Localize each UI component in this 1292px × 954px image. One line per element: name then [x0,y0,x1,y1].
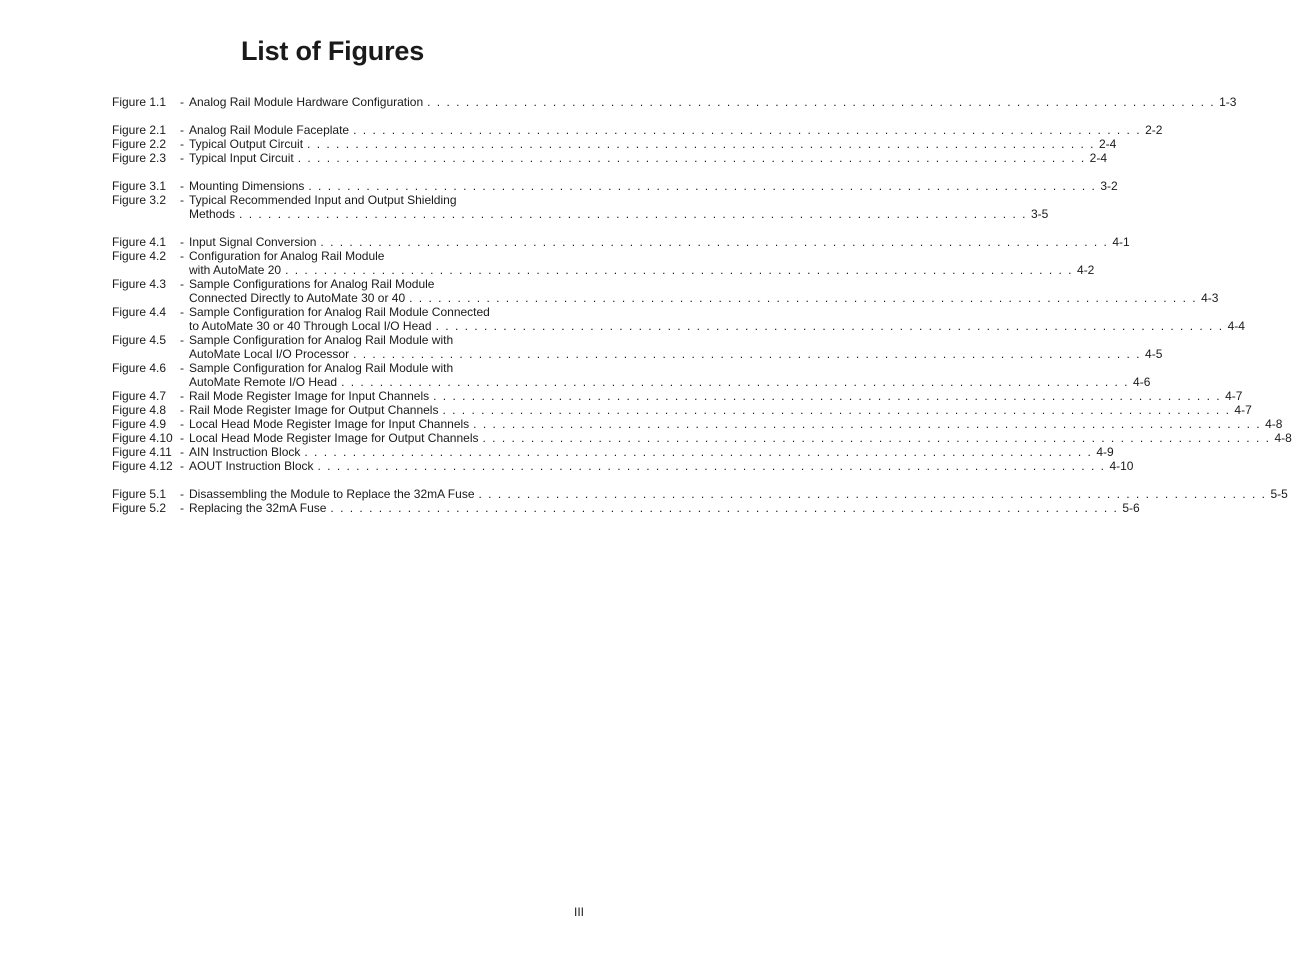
figure-entry-line [112,445,1114,459]
dot-leader: . . . . . . . . . . . . . . . . . . . . . . . . . . . . . . . . . . . . . . . . . . . . . . . . . . . . . . . . . . . . . . . . . . . . . . . . . . . . . . . . . . [330,501,1119,515]
dot-leader: . . . . . . . . . . . . . . . . . . . . . . . . . . . . . . . . . . . . . . . . . . . . . . . . . . . . . . . . . . . . . . . . . . . . . . . . . . . . . . . . . . [409,291,1198,305]
figure-title: Typical Recommended Input and Output Shielding [189,193,457,207]
figure-dash: - [180,235,184,249]
figure-label: Figure 3.1 [112,179,167,193]
figure-page: 2-2 [1145,123,1163,137]
figure-leader [189,459,1134,473]
figure-page: 4-7 [1234,403,1252,417]
figure-group [112,179,1118,221]
figure-label: Figure 4.5 [112,333,167,347]
figure-page: 3-2 [1100,179,1118,193]
figure-dash: - [180,333,184,347]
figure-dash: - [180,361,184,375]
figure-label: Figure 4.12 [112,459,173,473]
figure-dash: - [180,487,184,501]
figure-label: Figure 5.1 [112,487,167,501]
dot-leader: . . . . . . . . . . . . . . . . . . . . . . . . . . . . . . . . . . . . . . . . . . . . . . . . . . . . . . . . . . . . . . . . . . . . . . . . . . . . . . . . . . [307,137,1095,151]
figure-page: 4-9 [1096,445,1114,459]
figure-entry-line [112,333,552,347]
figure-leader [189,431,1292,445]
figure-entry-line [112,361,552,375]
figure-entry-line [112,459,1134,473]
figure-dash: - [180,459,184,473]
figure-leader [189,347,1163,361]
figure-title: Methods [189,207,236,221]
figure-page: 3-5 [1030,207,1049,221]
figure-leader [189,389,1243,403]
figure-page: 4-8 [1265,417,1283,431]
figure-entry-line [112,151,1108,165]
figure-entry-line [112,249,552,263]
figure-label: Figure 4.10 [112,431,173,445]
figure-title: Sample Configuration for Analog Rail Module with [189,333,454,347]
dot-leader: . . . . . . . . . . . . . . . . . . . . . . . . . . . . . . . . . . . . . . . . . . . . . . . . . . . . . . . . . . . . . . . . . . . . . . . . . . . . . . . . . . [239,207,1027,221]
figure-leader [189,207,1049,221]
figure-entry-line [112,347,1163,361]
figure-label: Figure 4.3 [112,277,167,291]
dot-leader: . . . . . . . . . . . . . . . . . . . . . . . . . . . . . . . . . . . . . . . . . . . . . . . . . . . . . . . . . . . . . . . . . . . . . . . . . . . . . . . . . . [433,389,1222,403]
figure-title: to AutoMate 30 or 40 Through Local I/O Head [189,319,432,333]
figure-page: 4-2 [1077,263,1095,277]
figure-title: with AutoMate 20 [189,263,282,277]
dot-leader: . . . . . . . . . . . . . . . . . . . . . . . . . . . . . . . . . . . . . . . . . . . . . . . . . . . . . . . . . . . . . . . . . . . . . . . . . . . . . . . . . . [442,403,1231,417]
figure-title: Replacing the 32mA Fuse [189,501,327,515]
figure-entry-line [112,375,1151,389]
figure-label: Figure 2.2 [112,137,167,151]
figure-title: Configuration for Analog Rail Module [189,249,385,263]
figure-dash: - [180,417,184,431]
figure-page: 4-8 [1274,431,1292,445]
figure-leader [189,95,1237,109]
figure-entry-line [112,305,552,319]
dot-leader: . . . . . . . . . . . . . . . . . . . . . . . . . . . . . . . . . . . . . . . . . . . . . . . . . . . . . . . . . . . . . . . . . . . . . . . . . . . . . . . . . . [320,235,1109,249]
figure-entry-line [112,263,1095,277]
figure-entry-line [112,417,1283,431]
figure-dash: - [180,151,184,165]
figure-group [112,95,1237,109]
figure-entry-line [112,403,1252,417]
figure-dash: - [180,123,184,137]
figure-leader [189,319,1245,333]
figure-label: Figure 2.1 [112,123,167,137]
figure-title: Typical Output Circuit [189,137,304,151]
figure-label: Figure 2.3 [112,151,167,165]
dot-leader: . . . . . . . . . . . . . . . . . . . . . . . . . . . . . . . . . . . . . . . . . . . . . . . . . . . . . . . . . . . . . . . . . . . . . . . . . . . . . . . . . . [308,179,1097,193]
figure-leader [189,375,1151,389]
figure-title: Analog Rail Module Faceplate [189,123,350,137]
figure-title: Sample Configuration for Analog Rail Module with [189,361,454,375]
figure-title: Rail Mode Register Image for Output Channels [189,403,439,417]
figure-entry-line [112,389,1243,403]
figure-title: AIN Instruction Block [189,445,301,459]
figure-leader [189,403,1252,417]
figure-title: Input Signal Conversion [189,235,317,249]
figure-entry-line [112,487,1288,501]
figure-entry-line [112,291,1219,305]
figure-entry-line [112,501,1140,515]
figure-dash: - [180,249,184,263]
figure-page: 5-6 [1122,501,1140,515]
figure-entry-line [112,95,1237,109]
figure-group [112,235,1292,473]
figure-entry-line [112,277,552,291]
figure-dash: - [180,445,184,459]
figure-entry-line [112,207,1049,221]
page-number: III [574,905,585,919]
figure-dash: - [180,501,184,515]
figure-title: Typical Input Circuit [189,151,294,165]
figure-dash: - [180,389,184,403]
figure-leader [189,179,1118,193]
figure-dash: - [180,137,184,151]
figure-label: Figure 5.2 [112,501,167,515]
dot-leader: . . . . . . . . . . . . . . . . . . . . . . . . . . . . . . . . . . . . . . . . . . . . . . . . . . . . . . . . . . . . . . . . . . . . . . . . . . . . . . . . . . [297,151,1086,165]
dot-leader: . . . . . . . . . . . . . . . . . . . . . . . . . . . . . . . . . . . . . . . . . . . . . . . . . . . . . . . . . . . . . . . . . . . . . . . . . . . . . . . . . . [482,431,1271,445]
figure-leader [189,501,1140,515]
figure-page: 4-6 [1133,375,1151,389]
figure-page: 4-5 [1145,347,1163,361]
figure-group [112,123,1163,165]
figure-page: 4-7 [1225,389,1243,403]
figure-leader [189,235,1130,249]
figure-entry-line [112,319,1245,333]
figure-entry-line [112,123,1163,137]
figure-title: AOUT Instruction Block [189,459,314,473]
figure-group [112,487,1288,515]
figure-leader [189,417,1283,431]
figure-label: Figure 4.8 [112,403,167,417]
figure-dash: - [180,179,184,193]
figure-label: Figure 4.1 [112,235,167,249]
page-title: List of Figures [241,36,425,66]
figure-label: Figure 1.1 [112,95,167,109]
dot-leader: . . . . . . . . . . . . . . . . . . . . . . . . . . . . . . . . . . . . . . . . . . . . . . . . . . . . . . . . . . . . . . . . . . . . . . . . . . . . . . . . . . [304,445,1093,459]
dot-leader: . . . . . . . . . . . . . . . . . . . . . . . . . . . . . . . . . . . . . . . . . . . . . . . . . . . . . . . . . . . . . . . . . . . . . . . . . . . . . . . . . . [435,319,1224,333]
figure-leader [189,123,1163,137]
dot-leader: . . . . . . . . . . . . . . . . . . . . . . . . . . . . . . . . . . . . . . . . . . . . . . . . . . . . . . . . . . . . . . . . . . . . . . . . . . . . . . . . . . [427,95,1216,109]
figure-label: Figure 4.11 [112,445,172,459]
figure-title: Mounting Dimensions [189,179,305,193]
figure-title: Local Head Mode Register Image for Output Channels [189,431,479,445]
figure-label: Figure 4.2 [112,249,167,263]
dot-leader: . . . . . . . . . . . . . . . . . . . . . . . . . . . . . . . . . . . . . . . . . . . . . . . . . . . . . . . . . . . . . . . . . . . . . . . . . . . . . . . . . . [317,459,1106,473]
figure-title: Rail Mode Register Image for Input Channels [189,389,430,403]
figure-title: Sample Configurations for Analog Rail Module [189,277,435,291]
figure-leader [189,151,1108,165]
figure-page: 1-3 [1219,95,1237,109]
figure-entry-line [112,179,1118,193]
figure-label: Figure 4.4 [112,305,167,319]
figure-label: Figure 3.2 [112,193,167,207]
figure-dash: - [180,277,184,291]
figure-page: 4-1 [1112,235,1130,249]
figure-dash: - [180,193,184,207]
figure-entry-line [112,235,1130,249]
figure-label: Figure 4.6 [112,361,167,375]
figure-page: 2-4 [1099,137,1117,151]
figure-leader [189,137,1117,151]
figure-page: 4-3 [1201,291,1219,305]
figure-page: 2-4 [1089,151,1108,165]
figure-page: 5-5 [1270,487,1288,501]
figure-leader [189,263,1095,277]
dot-leader: . . . . . . . . . . . . . . . . . . . . . . . . . . . . . . . . . . . . . . . . . . . . . . . . . . . . . . . . . . . . . . . . . . . . . . . . . . . . . . . . . . [473,417,1262,431]
figure-entry-line [112,193,552,207]
figure-title: Analog Rail Module Hardware Configuration [189,95,424,109]
figure-label: Figure 4.7 [112,389,167,403]
figure-entry-line [112,431,1292,445]
dot-leader: . . . . . . . . . . . . . . . . . . . . . . . . . . . . . . . . . . . . . . . . . . . . . . . . . . . . . . . . . . . . . . . . . . . . . . . . . . . . . . . . . . [353,347,1142,361]
figure-page: 4-4 [1227,319,1245,333]
figure-dash: - [180,403,184,417]
figure-leader [189,487,1288,501]
figure-entry-line [112,137,1117,151]
figure-title: Local Head Mode Register Image for Input Channels [189,417,470,431]
figure-title: Sample Configuration for Analog Rail Module Connected [189,305,490,319]
dot-leader: . . . . . . . . . . . . . . . . . . . . . . . . . . . . . . . . . . . . . . . . . . . . . . . . . . . . . . . . . . . . . . . . . . . . . . . . . . . . . . . . . . [353,123,1142,137]
figure-title: AutoMate Remote I/O Head [189,375,338,389]
dot-leader: . . . . . . . . . . . . . . . . . . . . . . . . . . . . . . . . . . . . . . . . . . . . . . . . . . . . . . . . . . . . . . . . . . . . . . . . . . . . . . . . . . [285,263,1074,277]
figure-title: Disassembling the Module to Replace the 32mA Fuse [189,487,475,501]
figure-label: Figure 4.9 [112,417,167,431]
figure-leader [189,291,1219,305]
figure-page: 4-10 [1109,459,1134,473]
figure-dash: - [180,305,184,319]
figure-title: AutoMate Local I/O Processor [189,347,350,361]
dot-leader: . . . . . . . . . . . . . . . . . . . . . . . . . . . . . . . . . . . . . . . . . . . . . . . . . . . . . . . . . . . . . . . . . . . . . . . . . . . . . . . . . . [341,375,1130,389]
dot-leader: . . . . . . . . . . . . . . . . . . . . . . . . . . . . . . . . . . . . . . . . . . . . . . . . . . . . . . . . . . . . . . . . . . . . . . . . . . . . . . . . . . [478,487,1267,501]
figure-dash: - [180,431,184,445]
figure-dash: - [180,95,184,109]
figure-title: Connected Directly to AutoMate 30 or 40 [189,291,406,305]
figure-leader [189,445,1114,459]
figure-list [112,95,1292,529]
